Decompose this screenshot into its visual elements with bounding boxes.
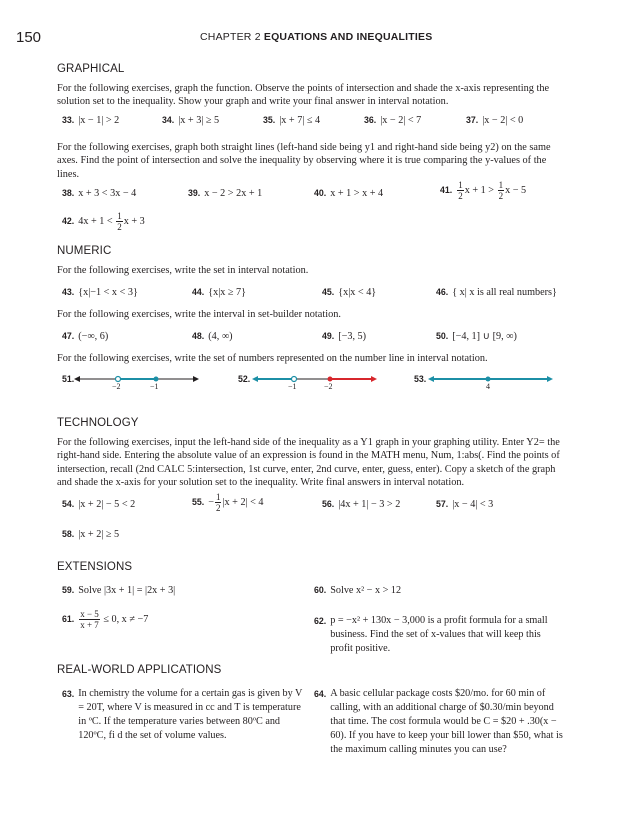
exercise-text: Solve x² − x > 12 bbox=[330, 585, 402, 596]
arrow-right-icon bbox=[193, 376, 199, 382]
exercise-text: − bbox=[208, 496, 214, 508]
exercise-text: [−4, 1] ∪ [9, ∞) bbox=[452, 331, 517, 342]
section-extensions: EXTENSIONS bbox=[57, 561, 133, 573]
exercise-text: |x + 7| ≤ 4 bbox=[279, 115, 321, 126]
running-header bbox=[200, 31, 432, 43]
instruction-set-builder: For the following exercises, write the interval in set-builder notation. bbox=[57, 309, 341, 320]
denominator: 2 bbox=[117, 222, 122, 232]
fraction bbox=[215, 492, 222, 513]
exercise-text: |x + 2| − 5 < 2 bbox=[78, 499, 136, 510]
exercise-64 bbox=[314, 687, 564, 757]
denominator: 2 bbox=[458, 191, 463, 201]
numerator: x − 5 bbox=[80, 609, 99, 619]
exercise-42 bbox=[62, 211, 145, 232]
exercise-55 bbox=[192, 492, 264, 513]
exercise-text: [−3, 5) bbox=[338, 331, 367, 342]
exercise-text: |x − 4| < 3 bbox=[452, 499, 494, 510]
exercise-33 bbox=[62, 114, 119, 127]
exercise-number: 64. bbox=[314, 689, 327, 699]
exercise-58 bbox=[62, 528, 119, 541]
fraction bbox=[116, 211, 123, 232]
exercise-number: 60. bbox=[314, 585, 327, 595]
exercise-text: In chemistry the volume for a certain gas is given by V = 20T, where V is measured in cc and T is temperature in ºC. If the temperature varies between 80ºC and 120ºC, fi d the set of volume values. bbox=[78, 688, 303, 741]
tick-label: −1 bbox=[288, 382, 297, 391]
number-line-53 bbox=[428, 372, 553, 388]
arrow-right-icon bbox=[547, 376, 553, 382]
exercise-text: { x| x is all real numbers} bbox=[452, 287, 557, 298]
denominator: x + 7 bbox=[80, 620, 99, 630]
arrow-left-icon bbox=[252, 376, 258, 382]
exercise-number: 37. bbox=[466, 115, 479, 125]
exercise-text: |x + 3| ≥ 5 bbox=[178, 115, 220, 126]
exercise-47 bbox=[62, 330, 108, 343]
numerator: 1 bbox=[458, 180, 463, 190]
exercise-51-number: 51. bbox=[62, 374, 75, 384]
exercise-number: 38. bbox=[62, 188, 75, 198]
exercise-35 bbox=[263, 114, 320, 127]
arrow-right-icon bbox=[371, 376, 377, 382]
arrow-left-icon bbox=[428, 376, 434, 382]
exercise-number: 44. bbox=[192, 287, 205, 297]
exercise-49 bbox=[322, 330, 366, 343]
exercise-number: 48. bbox=[192, 331, 205, 341]
exercise-text: |x − 2| < 7 bbox=[380, 115, 422, 126]
page-number: 150 bbox=[16, 29, 42, 46]
arrow-left-icon bbox=[74, 376, 80, 382]
exercise-63 bbox=[62, 687, 310, 743]
exercise-48 bbox=[192, 330, 232, 343]
exercise-53-number: 53. bbox=[414, 374, 427, 384]
exercise-number: 49. bbox=[322, 331, 335, 341]
exercise-text: (−∞, 6) bbox=[78, 331, 109, 342]
instruction-technology: For the following exercises, input the left-hand side of the inequality as a Y1 graph in your graphing utility. Enter Y2= the right-hand side. Entering the absolute value of an expression is found in the MATH menu, Num, 1:abs(. Find the points of intersection, recall (2nd CALC 5:intersection, 1st curve, enter, 2nd curve, enter, guess, enter). Copy a sketch of the graph and shade the x-axis for your solution set to the inequality. Write final answers in interval notation. bbox=[57, 437, 560, 488]
exercise-number: 50. bbox=[436, 331, 449, 341]
chapter-title: EQUATIONS AND INEQUALITIES bbox=[263, 31, 433, 43]
exercise-50 bbox=[436, 330, 517, 343]
exercise-41 bbox=[440, 180, 526, 201]
exercise-text: |x − 1| > 2 bbox=[78, 115, 120, 126]
exercise-text: p = −x² + 130x − 3,000 is a profit formula for a small business. Find the set of x-values that will keep this profit positive. bbox=[330, 615, 548, 654]
exercise-number: 59. bbox=[62, 585, 75, 595]
exercise-text: x + 1 > x + 4 bbox=[330, 188, 384, 199]
exercise-34 bbox=[162, 114, 219, 127]
exercise-number: 33. bbox=[62, 115, 75, 125]
fraction bbox=[79, 609, 100, 630]
exercise-number: 58. bbox=[62, 529, 75, 539]
exercise-number: 42. bbox=[62, 215, 75, 226]
exercise-56 bbox=[322, 498, 400, 511]
tick-label: 4 bbox=[486, 382, 490, 391]
exercise-number: 63. bbox=[62, 689, 75, 699]
exercise-text: x − 5 bbox=[505, 184, 527, 196]
exercise-number: 56. bbox=[322, 499, 335, 509]
section-numeric: NUMERIC bbox=[57, 245, 112, 257]
instruction-number-line: For the following exercises, write the set of numbers represented on the number line in interval notation. bbox=[57, 353, 488, 364]
exercise-44 bbox=[192, 286, 246, 299]
exercise-text: |x − 2| < 0 bbox=[482, 115, 524, 126]
instruction-interval-notation: For the following exercises, write the set in interval notation. bbox=[57, 265, 309, 276]
exercise-text: (4, ∞) bbox=[208, 331, 233, 342]
exercise-60 bbox=[314, 584, 401, 597]
exercise-38 bbox=[62, 187, 136, 200]
exercise-number: 36. bbox=[364, 115, 377, 125]
exercise-45 bbox=[322, 286, 376, 299]
exercise-text: x + 1 > bbox=[464, 184, 495, 196]
closed-endpoint bbox=[328, 377, 333, 382]
exercise-text: x + 3 bbox=[123, 215, 145, 227]
chapter-label: CHAPTER 2 bbox=[200, 31, 261, 43]
exercise-number: 43. bbox=[62, 287, 75, 297]
tick-label: −2 bbox=[112, 382, 121, 391]
exercise-57 bbox=[436, 498, 493, 511]
exercise-number: 35. bbox=[263, 115, 276, 125]
number-line-52 bbox=[252, 372, 377, 388]
exercise-62 bbox=[314, 614, 564, 656]
tick-label: −2 bbox=[324, 382, 333, 391]
exercise-text: {x|−1 < x < 3} bbox=[78, 287, 138, 298]
exercise-43 bbox=[62, 286, 138, 299]
exercise-39 bbox=[188, 187, 262, 200]
exercise-number: 45. bbox=[322, 287, 335, 297]
exercise-text: {x|x < 4} bbox=[338, 287, 377, 298]
exercise-59 bbox=[62, 584, 175, 597]
instruction-graph-function: For the following exercises, graph the function. Observe the points of intersection and shade the x-axis representing the solution set to the inequality. Show your graph and write your final answer in interval notation. bbox=[57, 83, 550, 108]
exercise-text: ≤ 0, x ≠ −7 bbox=[103, 613, 149, 625]
open-endpoint bbox=[116, 377, 121, 382]
exercise-46 bbox=[436, 286, 557, 299]
exercise-text: x + 3 < 3x − 4 bbox=[78, 188, 137, 199]
denominator: 2 bbox=[498, 191, 504, 201]
instruction-graph-lines: For the following exercises, graph both straight lines (left-hand side being y1 and right-hand side being y2) on the same axes. Find the point of intersection and solve the inequality by observing where it is true comparing the y-values of the lines. bbox=[57, 142, 551, 180]
numerator: 1 bbox=[498, 180, 504, 190]
exercise-text: x − 2 > 2x + 1 bbox=[204, 188, 263, 199]
exercise-37 bbox=[466, 114, 523, 127]
section-real-world: REAL-WORLD APPLICATIONS bbox=[57, 664, 222, 676]
section-technology: TECHNOLOGY bbox=[57, 417, 139, 429]
exercise-40 bbox=[314, 187, 383, 200]
open-endpoint bbox=[292, 377, 297, 382]
exercise-number: 47. bbox=[62, 331, 75, 341]
exercise-number: 40. bbox=[314, 188, 327, 198]
exercise-number: 57. bbox=[436, 499, 449, 509]
exercise-52-number: 52. bbox=[238, 374, 251, 384]
number-line-51 bbox=[74, 372, 199, 388]
exercise-number: 62. bbox=[314, 616, 327, 626]
fraction bbox=[498, 180, 505, 201]
exercise-text: {x|x ≥ 7} bbox=[208, 287, 247, 298]
tick-label: −1 bbox=[150, 382, 159, 391]
exercise-text: A basic cellular package costs $20/mo. for 60 min of calling, with an additional charge of $0.30/min beyond that time. The cost formula would be C = $20 + .30(x − 60). If you have to keep your bill lower than $50, what is the maximum calling minutes you can use? bbox=[330, 688, 563, 755]
exercise-number: 34. bbox=[162, 115, 175, 125]
exercise-36 bbox=[364, 114, 421, 127]
fraction bbox=[457, 180, 464, 201]
closed-endpoint bbox=[154, 377, 159, 382]
closed-endpoint bbox=[486, 377, 491, 382]
exercise-text: 4x + 1 < bbox=[78, 215, 113, 227]
exercise-text: |x + 2| ≥ 5 bbox=[78, 529, 120, 540]
exercise-number: 61. bbox=[62, 613, 75, 624]
numerator: 1 bbox=[117, 211, 122, 221]
exercise-number: 39. bbox=[188, 188, 201, 198]
exercise-number: 41. bbox=[440, 184, 453, 195]
exercise-text: |x + 2| < 4 bbox=[222, 496, 264, 508]
exercise-text: |4x + 1| − 3 > 2 bbox=[338, 499, 401, 510]
denominator: 2 bbox=[215, 503, 221, 513]
exercise-54 bbox=[62, 498, 135, 511]
exercise-61 bbox=[62, 609, 148, 630]
exercise-number: 55. bbox=[192, 496, 205, 507]
numerator: 1 bbox=[215, 492, 221, 502]
exercise-text: Solve |3x + 1| = |2x + 3| bbox=[78, 585, 176, 596]
exercise-number: 46. bbox=[436, 287, 449, 297]
exercise-number: 54. bbox=[62, 499, 75, 509]
section-graphical: GRAPHICAL bbox=[57, 63, 125, 75]
